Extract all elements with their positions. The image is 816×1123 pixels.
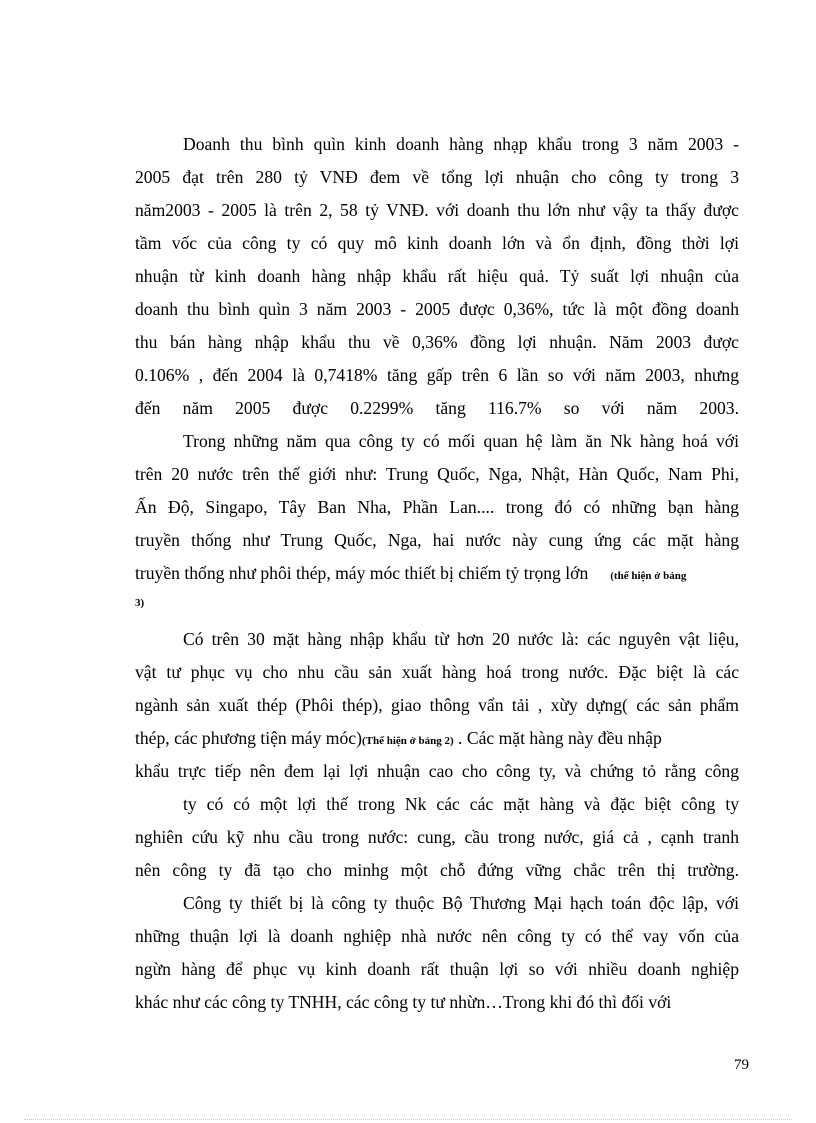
text-line: 0.106% , đến 2004 là 0,7418% tăng gấp trên 6 lần so với năm 2003, nhưng <box>135 365 739 385</box>
text-line: khẩu trực tiếp nên đem lại lợi nhuận cao cho công ty, và chứng tỏ rằng công <box>135 761 739 781</box>
footer-divider <box>24 1119 792 1120</box>
body-text <box>135 128 739 1019</box>
text-line: tầm vốc của công ty có quy mô kinh doanh lớn và ổn định, đồng thời lợi <box>135 233 739 253</box>
text-line: ty có có một lợi thế trong Nk các các mặt hàng và đặc biệt công ty <box>183 794 739 814</box>
text-line: 2005 đạt trên 280 tỷ VNĐ đem về tổng lợi nhuận cho công ty trong 3 <box>135 167 739 187</box>
text-line: nghiên cứu kỹ nhu cầu trong nước: cung, cầu trong nước, giá cả , cạnh tranh <box>135 827 739 847</box>
text-line: ngành sản xuất thép (Phôi thép), giao thông vẩn tải , xừy dựng( các sản phẩm <box>135 695 739 715</box>
text-line: doanh thu bình quìn 3 năm 2003 - 2005 được 0,36%, tức là một đồng doanh <box>135 299 739 319</box>
text-line: thu bán hàng nhập khẩu thu về 0,36% đồng lợi nhuận. Năm 2003 được <box>135 332 739 352</box>
table-reference-note: (thể hiện ở bảng <box>610 570 687 582</box>
text-line: ngừn hàng để phục vụ kinh doanh rất thuận lợi so với nhiều doanh nghiệp <box>135 959 739 979</box>
text-line: trên 20 nước trên thế giới như: Trung Quốc, Nga, Nhật, Hàn Quốc, Nam Phi, <box>135 464 739 484</box>
text-line <box>135 557 739 590</box>
text-line: vật tư phục vụ cho nhu cầu sản xuất hàng hoá trong nước. Đặc biệt là các <box>135 662 739 682</box>
text-line: nhuận từ kinh doanh hàng nhập khẩu rất hiệu quả. Tỷ suất lợi nhuận của <box>135 266 739 286</box>
text-run: . Các mặt hàng này đều nhập <box>453 728 662 748</box>
text-line: những thuận lợi là doanh nghiệp nhà nước nên công ty có thể vay vốn của <box>135 926 739 946</box>
text-run: truyền thống như phôi thép, máy móc thiết bị chiếm tỷ trọng lớn <box>135 563 589 583</box>
text-run: thép, các phương tiện máy móc) <box>135 728 362 748</box>
text-line: khác như các công ty TNHH, các công ty tư nhừn…Trong khi đó thì đối với <box>135 992 672 1012</box>
table-reference-note-end: 3) <box>135 597 145 609</box>
text-line: nên công ty đã tạo cho minhg một chỗ đứng vững chắc trên thị trường. <box>135 860 739 880</box>
text-line: Ấn Độ, Singapo, Tây Ban Nha, Phần Lan.... trong đó có những bạn hàng <box>135 497 739 517</box>
text-line <box>135 590 739 623</box>
text-line: Doanh thu bình quìn kinh doanh hàng nhạp khẩu trong 3 năm 2003 - <box>183 134 739 154</box>
text-line: Trong những năm qua công ty có mối quan hệ làm ăn Nk hàng hoá với <box>183 431 739 451</box>
table-reference-note: (Thể hiện ở bảng 2) <box>361 735 454 747</box>
text-line <box>135 722 739 755</box>
text-line: đến năm 2005 được 0.2299% tăng 116.7% so với năm 2003. <box>135 398 739 418</box>
text-line: Có trên 30 mặt hàng nhập khẩu từ hơn 20 nước là: các nguyên vật liệu, <box>183 629 739 649</box>
text-line: truyền thống như Trung Quốc, Nga, hai nước này cung ứng các mặt hàng <box>135 530 739 550</box>
page-number: 79 <box>734 1057 749 1073</box>
text-line: năm2003 - 2005 là trên 2, 58 tỷ VNĐ. với doanh thu lớn như vậy ta thấy được <box>135 200 739 220</box>
text-line: Công ty thiết bị là công ty thuộc Bộ Thương Mại hạch toán độc lập, với <box>183 893 739 913</box>
